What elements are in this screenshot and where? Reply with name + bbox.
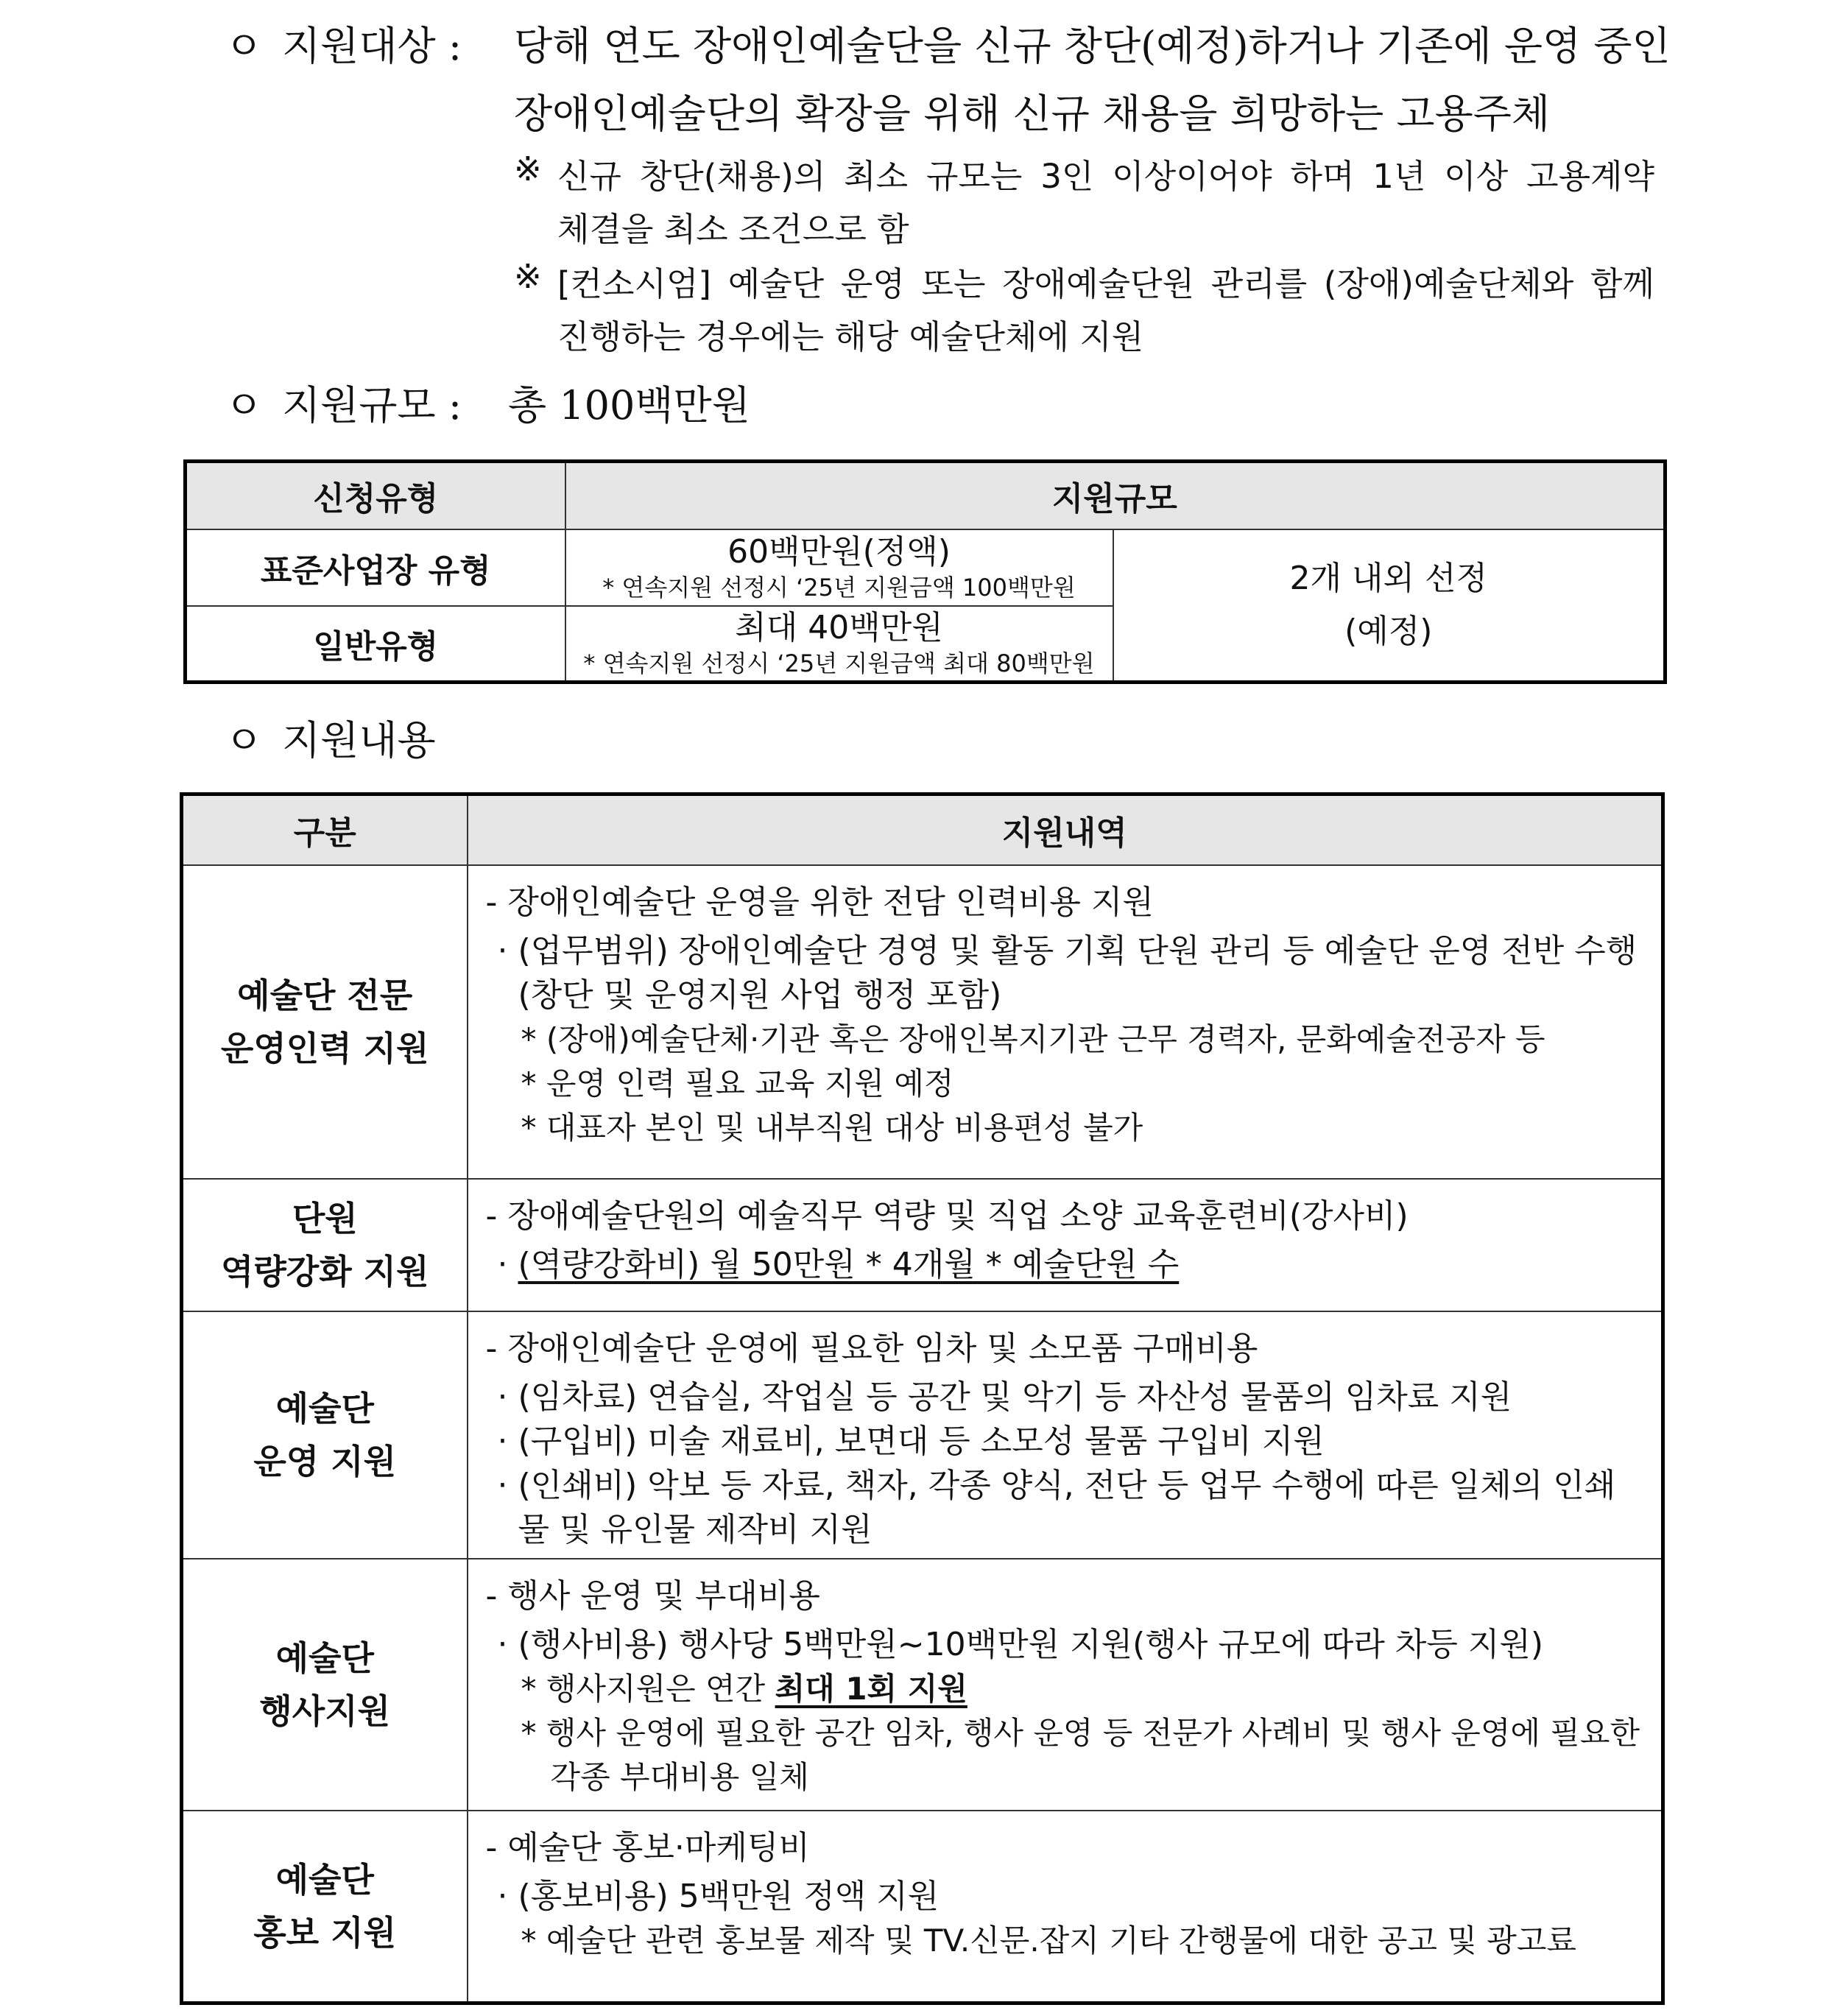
category-line-1: 예술단 전문 [237,975,413,1015]
category-line-1: 예술단 [275,1859,374,1900]
table-row [182,1311,1663,1559]
dot-item: · (행사비용) 행사당 5백만원~10백만원 지원(행사 규모에 따라 차등 지원) [497,1625,1543,1663]
category-cell [182,1559,468,1811]
dot-item: · (임차료) 연습실, 작업실 등 공간 및 악기 등 자산성 물품의 임차료 지원 [497,1378,1512,1416]
category-line-1: 예술단 [275,1638,374,1678]
category-cell [182,1811,468,2003]
content-label: 지원내용 [282,717,436,764]
scale-value: 총 100백만원 [508,382,750,429]
bullet-marker: ㅇ [225,382,264,429]
category-line-2: 역량강화 지원 [220,1251,429,1291]
scale-label: 지원규모 : [282,382,462,429]
category-line-1: 예술단 [275,1388,374,1428]
details-cell [468,865,1663,1179]
table-row [182,1559,1663,1811]
details-cell [468,1179,1663,1311]
star-item: * 예술단 관련 홍보물 제작 및 TV.신문.잡지 기타 간행물에 대한 공고 및 광고료 [521,1922,1576,1959]
amount-general [565,606,1113,683]
type-standard: 표준사업장 유형 [186,529,565,606]
note-mark: ※ [514,257,542,296]
note-2-line-2: 진행하는 경우에는 해당 예술단체에 지원 [557,317,1144,356]
note-1-line-1: 신규 창단(채용)의 최소 규모는 3인 이상이어야 하며 1년 이상 고용계약 [557,157,1654,196]
selection-line-1: 2개 내외 선정 [1289,559,1487,597]
category-line-2: 행사지원 [259,1691,391,1731]
category-line-2: 홍보 지원 [253,1912,397,1953]
category-cell [182,865,468,1179]
dash-item: - 장애인예술단 운영을 위한 전담 인력비용 지원 [485,883,1154,921]
note-mark: ※ [514,149,542,188]
category-line-2: 운영 지원 [253,1441,397,1481]
header-details: 지원내역 [468,794,1663,865]
star-item: * 행사 운영에 필요한 공간 임차, 행사 운영 등 전문가 사례비 및 행사 운영에 필요한 각종 부대비용 일체 [521,1714,1640,1795]
category-line-1: 단원 [292,1198,358,1238]
star-item [486,1667,1647,1711]
dash-item: - 예술단 홍보·마케팅비 [485,1828,810,1867]
dot-item: · (업무범위) 장애인예술단 경영 및 활동 기획 단원 관리 등 예술단 운영 전반 수행(창단 및 운영지원 사업 행정 포함) [497,931,1638,1014]
amount-standard [565,529,1113,606]
header-category: 구분 [182,794,468,865]
details-cell [468,1311,1663,1559]
target-line-2: 장애인예술단의 확장을 위해 신규 채용을 희망하는 고용주체 [514,91,1551,137]
note-2-line-1: [컨소시엄] 예술단 운영 또는 장애예술단원 관리를 (장애)예술단체와 함께 [557,264,1654,303]
target-label: 지원대상 : [282,23,462,69]
dot-item [486,1243,1647,1287]
dot-item: · (인쇄비) 악보 등 자료, 책자, 각종 양식, 전단 등 업무 수행에 따른 일체의 인쇄물 및 유인물 제작비 지원 [497,1466,1616,1548]
dot-item: · (홍보비용) 5백만원 정액 지원 [497,1877,940,1915]
dash-item: - 행사 운영 및 부대비용 [485,1576,820,1615]
amount-note: * 연속지원 선정시 ‘25년 지원금액 최대 80백만원 [583,649,1095,677]
category-line-2: 운영인력 지원 [220,1028,429,1068]
details-cell [468,1811,1663,2003]
dash-item: - 장애인예술단 운영에 필요한 임차 및 소모품 구매비용 [485,1329,1258,1367]
underlined-text: (역량강화비) 월 50만원 * 4개월 * 예술단원 수 [518,1245,1180,1283]
amount-value: 최대 40백만원 [735,608,943,646]
table-row [182,1179,1663,1311]
support-scale-table [183,459,1667,684]
bullet-marker: ㅇ [225,23,264,69]
target-line-1: 당해 연도 장애인예술단을 신규 창단(예정)하거나 기존에 운영 중인 [514,23,1671,69]
category-cell [182,1179,468,1311]
table-row [182,1811,1663,2003]
dash-item: - 장애예술단원의 예술직무 역량 및 직업 소양 교육훈련비(강사비) [485,1196,1409,1235]
bullet-marker: ㅇ [225,717,264,764]
selection-count [1113,529,1665,683]
bold-underlined-text: 최대 1회 지원 [775,1670,967,1707]
selection-line-2: (예정) [1344,612,1433,650]
category-cell [182,1311,468,1559]
star-item: * (장애)예술단체·기관 혹은 장애인복지기관 근무 경력자, 문화예술전공자 등 [521,1021,1545,1057]
star-item: * 운영 인력 필요 교육 지원 예정 [521,1065,954,1102]
dot-prefix: · [497,1245,518,1283]
star-prefix: * 행사지원은 연간 [521,1670,775,1707]
amount-value: 60백만원(정액) [727,532,951,571]
dot-item: · (구입비) 미술 재료비, 보면대 등 소모성 물품 구입비 지원 [497,1422,1325,1460]
note-1-line-2: 체결을 최소 조건으로 함 [557,210,909,249]
header-application-type: 신청유형 [186,462,565,529]
table-row [182,865,1663,1179]
type-general: 일반유형 [186,606,565,683]
support-content-table [180,792,1665,2005]
header-support-scale: 지원규모 [565,462,1665,529]
amount-note: * 연속지원 선정시 ‘25년 지원금액 100백만원 [602,573,1076,602]
details-cell [468,1559,1663,1811]
star-item: * 대표자 본인 및 내부직원 대상 비용편성 불가 [521,1109,1143,1146]
